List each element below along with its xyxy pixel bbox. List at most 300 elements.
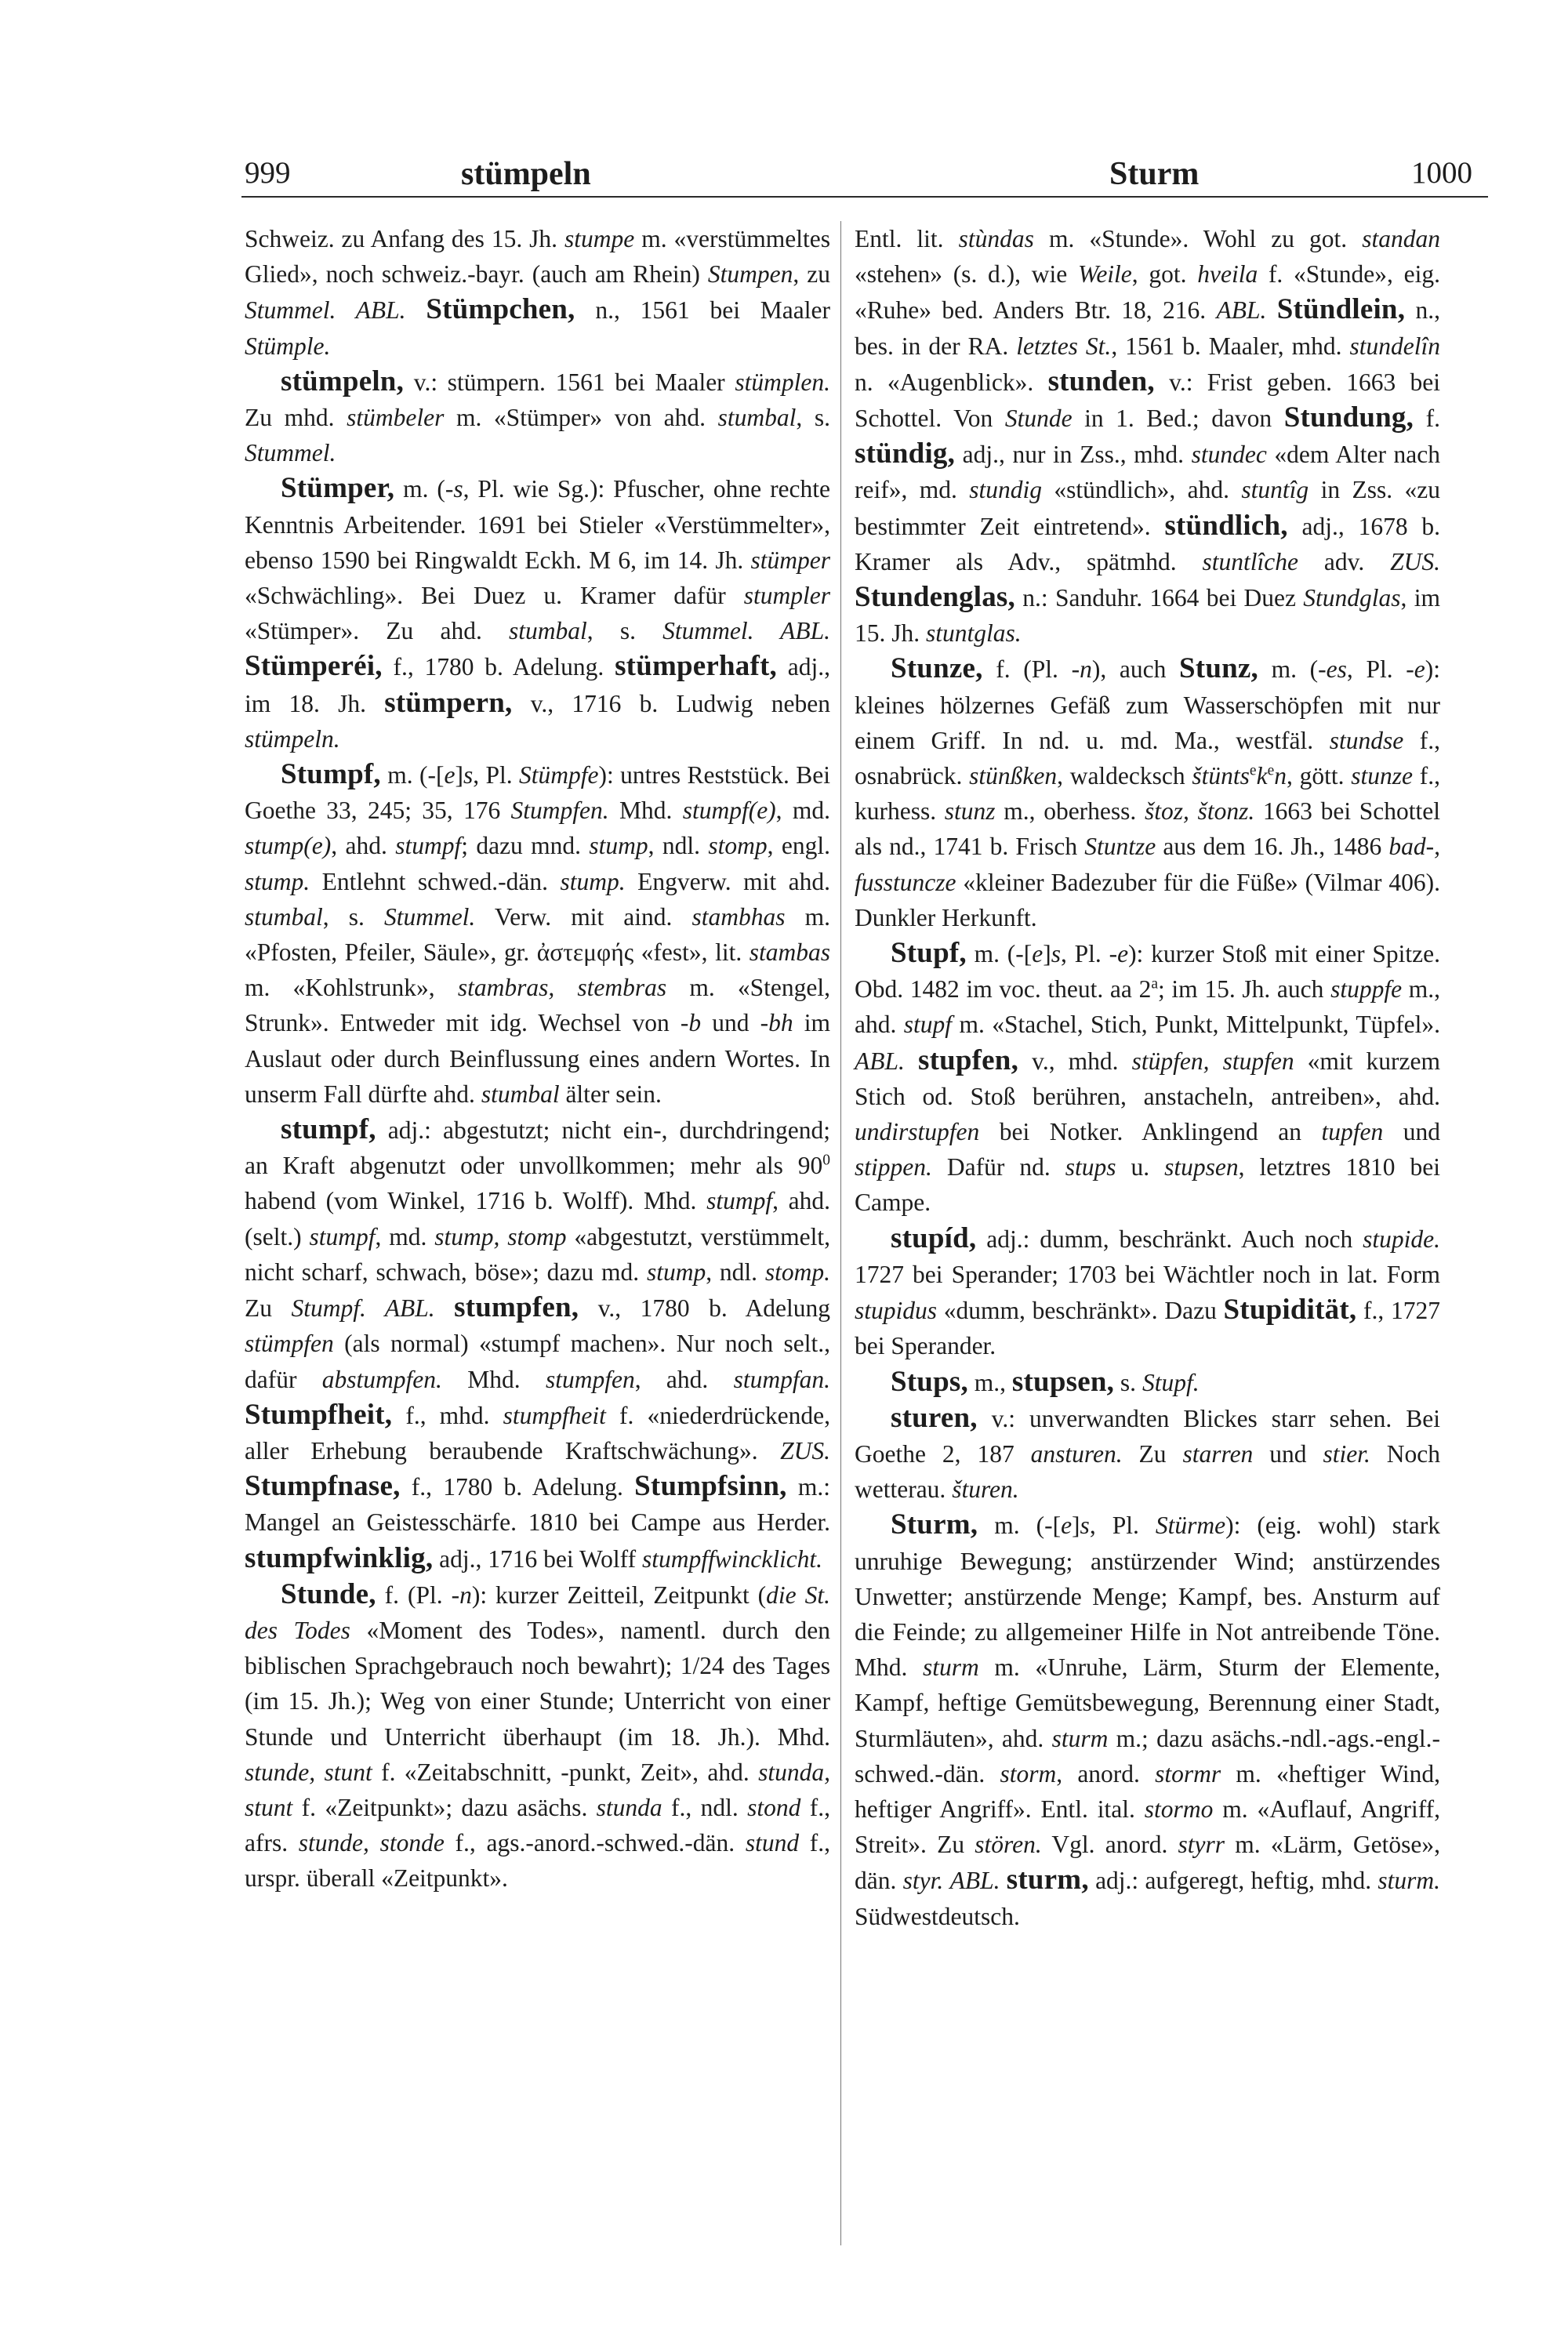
entry-text: adj., im 18. Jh.	[245, 653, 831, 717]
entry-text: , md.	[775, 797, 830, 825]
entry-text: ; im 15. Jh. auch	[1158, 975, 1331, 1004]
italic-form: stupide.	[1363, 1225, 1440, 1253]
entry-stupid	[855, 1221, 1440, 1364]
headword: Stumpfheit,	[245, 1398, 393, 1431]
entry-text: m., ahd.	[855, 975, 1440, 1039]
entry-text: , engl.	[767, 832, 831, 860]
entry-text	[943, 1867, 949, 1894]
entry-text: , Pl. -	[1346, 655, 1414, 684]
column-left	[245, 221, 830, 1896]
italic-form: stumbal	[481, 1080, 560, 1108]
entry-text: u.	[1116, 1153, 1165, 1181]
italic-form: e	[1414, 655, 1425, 684]
entry-text: m.,	[967, 1368, 1012, 1396]
italic-form: stupsen	[1164, 1153, 1239, 1181]
italic-form: s	[1051, 940, 1061, 968]
italic-form: stippen.	[855, 1153, 932, 1181]
italic-form: standan	[1362, 225, 1440, 252]
headword: Sturm,	[891, 1508, 978, 1541]
headword: Stundung,	[1283, 401, 1414, 434]
headword: Stümperéi,	[245, 650, 383, 683]
entry-text: m. (-	[1258, 655, 1327, 684]
italic-form: stunde, stonde	[298, 1829, 445, 1857]
headword: stumpfen,	[454, 1291, 579, 1324]
entry-text: (als normal) «stumpf machen». Nur noch selt., dafür	[245, 1330, 830, 1393]
entry-stumpf-m	[245, 757, 830, 1112]
entry-text: , waldecksch	[1057, 762, 1192, 790]
entry-text: m. «Pfosten, Pfeiler, Säule», gr. ἀστεμφής «fest», lit.	[245, 902, 830, 967]
entry-text: , Pl. -	[1061, 940, 1118, 968]
entry-text: adj.: dumm, beschränkt. Auch noch	[976, 1225, 1363, 1253]
headword: stupíd,	[891, 1221, 977, 1254]
entry-text: ; dazu mnd.	[461, 832, 590, 860]
headword: sturen,	[891, 1401, 978, 1434]
entry-text: Mhd.	[441, 1365, 546, 1393]
entry-text: Zu	[245, 1294, 292, 1323]
entry-text: «abgestutzt, verstümmelt, nicht scharf, schwach, böse»; dazu md.	[245, 1222, 830, 1286]
headword: Stumpfsinn,	[634, 1470, 787, 1503]
italic-form: es	[1326, 655, 1347, 684]
italic-form: n	[1274, 762, 1287, 790]
entry-text: bei Notker. Anklingend an	[979, 1118, 1322, 1146]
italic-form: štünts	[1192, 762, 1250, 790]
entry-text: adj., nur in Zss., mhd.	[955, 441, 1192, 469]
headword: stupsen,	[1011, 1365, 1115, 1398]
italic-form: Stummel.	[245, 439, 336, 467]
entry-text: Südwestdeutsch.	[855, 1902, 1020, 1930]
italic-form: stundig	[969, 476, 1043, 504]
italic-form: stump, stomp	[434, 1222, 567, 1250]
italic-form: Stummel.	[383, 902, 476, 931]
italic-form: stuntîg	[1241, 476, 1309, 504]
entry-text: ): (eig. wohl) stark unruhige Bewegung; anstürzender Wind; anstürzendes Unwetter; anstürzende Menge; Kampf, bes. Ansturm auf die Feinde; zu allgemeiner Hilfe in Not antreibende Töne. Mhd.	[855, 1512, 1440, 1682]
entry-stupf	[855, 935, 1440, 1221]
entry-text: m. (-	[394, 475, 454, 503]
headword: Stumpfnase,	[245, 1470, 401, 1503]
entry-text: Zu	[1122, 1439, 1183, 1468]
entry-text: m. «Unruhe, Lärm, Sturm der Elemente, Kampf, heftige Gemütsbewegung, Berennung einer Stadt, Sturmläuten», ahd.	[855, 1653, 1441, 1752]
italic-form: stumpfen	[545, 1365, 635, 1393]
italic-form: e	[1117, 940, 1129, 968]
entry-text: adj., 1678 b. Kramer als Adv., spätmhd.	[855, 512, 1441, 575]
italic-form: e	[1032, 940, 1044, 968]
italic-form: ansturen.	[1030, 1439, 1123, 1468]
entry-text: f., osnabrück.	[855, 726, 1440, 790]
italic-form: štoz, štonz.	[1144, 797, 1255, 826]
italic-form: stambhas	[691, 902, 786, 931]
entry-text: m. «Stunde». Wohl zu got.	[1033, 225, 1363, 252]
entry-text: älter sein.	[559, 1080, 662, 1108]
entry-text: n., bes. in der RA.	[855, 296, 1441, 360]
entry-text: , Pl.	[473, 761, 520, 789]
italic-form: stüpfen, stupfen	[1131, 1047, 1294, 1075]
entry-text: «Moment des Todes», namentl. durch den biblischen Sprachgebrauch noch bewahrt);	[245, 1616, 830, 1680]
entry-text: und	[1383, 1118, 1440, 1146]
entry-text: m.; dazu asächs.-ndl.-ags.-engl.-schwed.-dän.	[855, 1724, 1440, 1788]
headword: Stümper,	[281, 472, 395, 505]
entry-text: , ahd.	[634, 1365, 734, 1393]
italic-form: Stumpf. ABL.	[291, 1294, 435, 1323]
headword: stümperhaft,	[615, 650, 777, 683]
italic-form: stunze	[1351, 762, 1413, 790]
italic-form: stümbeler	[347, 404, 445, 432]
italic-form: stump	[589, 832, 648, 860]
italic-form: tupfen	[1321, 1118, 1384, 1146]
entry-text: Noch wetterau.	[855, 1439, 1440, 1504]
entry-text: n. «Augenblick».	[855, 368, 1048, 396]
entry-text: v.: unverwandten Blickes starr sehen. Bei Goethe 2, 187	[855, 1404, 1440, 1468]
entry-text: v., mhd.	[1018, 1047, 1132, 1075]
entry-stuempeln	[245, 364, 830, 471]
italic-form: Stuntze	[1084, 833, 1156, 861]
entry-stunde-cont	[855, 221, 1440, 651]
headword: Stunde,	[281, 1577, 376, 1610]
headword: stumpfwinklig,	[245, 1541, 434, 1574]
italic-form: Stümpfe	[519, 761, 599, 789]
entry-text: m. «Stümper» von ahd.	[444, 404, 718, 432]
entry-text: m. (-[	[380, 761, 445, 789]
entry-text: adv.	[1298, 547, 1391, 575]
entry-text: Vgl. anord.	[1041, 1831, 1178, 1859]
entry-sturen	[855, 1400, 1440, 1508]
entry-text: «dumm, beschränkt». Dazu	[937, 1297, 1224, 1325]
italic-form: ABL.	[1216, 296, 1267, 325]
italic-form: stond	[747, 1793, 801, 1821]
entry-text: im Auslaut oder durch Beinflussung eines andern Wortes. In unserm Fall dürfte ahd.	[245, 1009, 830, 1108]
header-rule	[241, 196, 1488, 198]
headword: stündlich,	[1164, 509, 1288, 542]
italic-form: starren	[1182, 1439, 1254, 1468]
italic-form: stupidus	[855, 1297, 938, 1325]
entry-text: Entl. lit.	[855, 225, 959, 252]
superscript: e	[1249, 762, 1257, 779]
entry-text: s.	[1114, 1368, 1142, 1396]
entry-text: , ndl.	[648, 832, 709, 860]
italic-form: stuntlîche	[1202, 547, 1299, 575]
entry-text: «dem Alter nach reif», md.	[855, 441, 1440, 504]
italic-form: stümplen.	[735, 368, 830, 396]
entry-text: f., kurhess.	[855, 762, 1440, 826]
entry-text: m. «Auflauf, Angriff, Streit». Zu	[855, 1795, 1441, 1859]
headword: Stündlein,	[1276, 293, 1406, 326]
italic-form: stören.	[975, 1831, 1042, 1859]
entry-text: n., 1561 bei Maaler	[575, 296, 830, 325]
entry-text: «Schwächling». Bei Duez u. Kramer dafür	[245, 582, 744, 610]
column-divider	[840, 221, 841, 2245]
entry-text: f., afrs.	[245, 1793, 830, 1857]
entry-text: f., mhd.	[392, 1401, 503, 1429]
entry-text: m. «verstümmeltes Glied», noch schweiz.-bayr. (auch am Rhein)	[245, 225, 830, 289]
entry-text: f. «Stunde», eig. «Ruhe» bed. Anders Btr. 18, 216.	[855, 260, 1440, 325]
headword: Stümpchen,	[426, 293, 575, 326]
italic-form: Stummel. ABL.	[662, 617, 830, 645]
headword: Stumpf,	[281, 758, 381, 791]
entry-text: Mhd.	[608, 797, 683, 825]
entry-text: «stündlich», ahd.	[1042, 476, 1242, 504]
headword: stündig,	[855, 437, 956, 470]
entry-text: f. (Pl. -	[982, 655, 1080, 684]
entry-text: ): untres Reststück. Bei Goethe 33, 245; 35, 176	[245, 761, 830, 825]
entry-text: aus dem 16. Jh., 1486	[1156, 833, 1389, 861]
entry-text: f., ags.-anord.-schwed.-dän.	[444, 1829, 746, 1857]
italic-form: stomp.	[764, 1258, 830, 1286]
entry-text: ): kleines hölzernes Gefäß zum Wasserschöpfen mit nur einem Griff. In nd. u. md. Ma., westfäl.	[855, 655, 1441, 754]
italic-form: sturm	[923, 1653, 979, 1682]
italic-form: stups	[1065, 1153, 1116, 1181]
italic-form: stambras, stembras	[457, 974, 667, 1002]
italic-form: Stundglas	[1303, 584, 1401, 612]
entry-text: 1663 bei Schottel als nd., 1741 b. Frisch	[855, 797, 1440, 861]
headword: stümpeln,	[281, 365, 405, 397]
entry-text: m. «Kohlstrunk»,	[245, 974, 458, 1002]
italic-form: stump	[646, 1258, 706, 1286]
entry-text: v., 1716 b. Ludwig neben	[512, 689, 830, 717]
italic-form: stump.	[245, 867, 310, 895]
superscript: e	[1267, 762, 1275, 779]
italic-form: storm	[1000, 1759, 1057, 1788]
entry-text: , anord.	[1056, 1759, 1156, 1788]
italic-form: k	[1256, 762, 1268, 790]
entry-text: , zu	[793, 260, 830, 289]
catchword-left: stümpeln	[461, 156, 591, 192]
italic-form: stuntglas.	[926, 619, 1022, 648]
entry-text: , got.	[1131, 260, 1198, 289]
entry-text: «kleiner Badezuber für die Füße» (Vilmar 406). Dunkler Herkunft.	[855, 868, 1440, 931]
entry-text	[905, 1047, 918, 1075]
entry-text: , Pl.	[1089, 1512, 1156, 1540]
entry-stumpf-adj	[245, 1112, 830, 1577]
entry-text: m. «Lärm, Getöse», dän.	[855, 1831, 1440, 1895]
headword: stümpern,	[384, 686, 513, 719]
italic-form: stumpfan.	[733, 1365, 830, 1393]
italic-form: stunz	[944, 797, 996, 826]
entry-text: ): kurzer Stoß mit einer Spitze. Obd. 1482 im voc. theut. aa 2	[855, 940, 1440, 1004]
italic-form: ZUS.	[780, 1436, 830, 1465]
italic-form: stump(e)	[245, 832, 332, 860]
italic-form: stomp	[708, 832, 768, 860]
entry-text: m. (-[	[978, 1512, 1062, 1540]
italic-form: stundec	[1191, 441, 1267, 469]
italic-form: stunda	[596, 1793, 662, 1821]
entry-text: f. (Pl. -	[376, 1581, 460, 1609]
entry-text: ): kurzer Zeitteil, Zeitpunkt (	[471, 1581, 767, 1609]
italic-form: b	[688, 1009, 702, 1037]
headword: Stupidität,	[1223, 1294, 1357, 1327]
superscript: a	[1151, 975, 1158, 993]
entry-text: , s.	[586, 617, 663, 645]
italic-form: stormr	[1155, 1759, 1221, 1788]
entry-text: m. «Stachel, Stich, Punkt, Mittelpunkt, Tüpfel».	[952, 1011, 1441, 1039]
entry-text: Schweiz. zu Anfang des 15. Jh.	[245, 225, 564, 252]
headword: Stupf,	[891, 937, 967, 970]
entry-text: v., 1780 b. Adelung	[579, 1294, 831, 1323]
italic-form: e	[444, 761, 456, 789]
entry-text: ), auch	[1091, 655, 1180, 684]
entry-text: «stehen» (s. d.), wie	[855, 260, 1078, 289]
italic-form: stumpffwincklicht.	[641, 1544, 823, 1573]
italic-form: Stumpen	[707, 260, 793, 289]
entry-text: , s.	[322, 902, 384, 931]
entry-text: , im 15. Jh.	[855, 584, 1440, 648]
headword: Stunze,	[891, 652, 983, 685]
entry-text: «mit kurzem Stich od. Stoß berühren, anstacheln, antreiben», ahd.	[855, 1047, 1440, 1110]
italic-form: stùndas	[958, 225, 1034, 252]
italic-form: n	[459, 1581, 472, 1609]
entry-text: m. «heftiger Wind, heftiger Angriff». Entl. ital.	[855, 1759, 1440, 1823]
entry-text: Zu mhd.	[245, 404, 347, 432]
entry-text: und -	[701, 1009, 769, 1037]
italic-form: e	[1061, 1512, 1073, 1540]
italic-form: stünßken	[969, 762, 1058, 790]
entry-text: m. «Stengel, Strunk». Entweder mit idg. Wechsel von -	[245, 974, 830, 1037]
italic-form: stump.	[560, 867, 626, 895]
entry-text: f., ndl.	[662, 1793, 748, 1821]
entry-text	[1000, 1867, 1006, 1894]
italic-form: Stunde	[1004, 405, 1073, 433]
entry-text: und	[1253, 1439, 1323, 1468]
italic-form: n	[1080, 655, 1092, 684]
italic-form: Stummel. ABL.	[245, 296, 406, 325]
italic-form: Stürme	[1155, 1512, 1226, 1540]
entry-stunde	[245, 1577, 830, 1896]
italic-form: stümpeln.	[245, 724, 340, 753]
italic-form: šturen.	[952, 1475, 1019, 1504]
page-number-right: 1000	[1411, 156, 1472, 190]
entry-text: , ahd. (selt.)	[245, 1187, 831, 1250]
italic-form: styr.	[902, 1867, 944, 1895]
italic-form: stormo	[1144, 1795, 1214, 1823]
italic-form: stumpe	[564, 225, 635, 252]
italic-form: stund	[745, 1829, 800, 1857]
entry-text: , letztres 1810 bei Campe.	[855, 1153, 1440, 1217]
entry-text: Verw. mit aind.	[475, 902, 692, 931]
italic-form: stundelîn	[1349, 332, 1440, 360]
entry-text: Dafür nd.	[931, 1153, 1065, 1181]
entry-text: «Stümper». Zu ahd.	[245, 617, 510, 645]
italic-form: sturm	[1051, 1724, 1109, 1752]
entry-text: f. «niederdrückende, aller Erhebung beraubende Kraftschwächung».	[245, 1401, 830, 1465]
entry-text: f., 1727 bei Sperander.	[855, 1297, 1440, 1360]
entry-text: n.: Sanduhr. 1664 bei Duez	[1014, 584, 1304, 612]
italic-form: styrr	[1178, 1831, 1225, 1859]
entry-text: , ahd.	[331, 832, 396, 860]
italic-form: stümper	[750, 546, 830, 574]
italic-form: stumpler	[743, 582, 830, 610]
italic-form: undirstupfen	[855, 1118, 980, 1146]
entry-text: f., 1780 b. Adelung.	[400, 1473, 635, 1501]
italic-form: stunda, stunt	[245, 1758, 830, 1821]
italic-form: ABL.	[949, 1867, 1000, 1895]
italic-form: stunde, stunt	[245, 1758, 372, 1786]
fraction: 1/24	[680, 1652, 724, 1680]
italic-form: Stumpfen.	[510, 797, 609, 825]
entry-text: adj., 1716 bei Wolff	[433, 1544, 642, 1573]
italic-form: stumpf	[309, 1222, 376, 1250]
entry-stuempchen-cont	[245, 221, 830, 364]
headword: Stundenglas,	[855, 581, 1015, 614]
entry-text: Engverw. mit ahd.	[625, 867, 831, 895]
entry-text: f., 1780 b. Adelung.	[382, 653, 615, 681]
entry-text: m. (-[	[966, 940, 1033, 968]
italic-form: stuppfe	[1330, 975, 1403, 1004]
entry-text: f. «Zeitabschnitt, -punkt, Zeit», ahd.	[372, 1758, 759, 1786]
entry-text: Entlehnt schwed.-dän.	[310, 867, 561, 895]
italic-form: ZUS.	[1390, 547, 1440, 575]
entry-text: adj.: abgestutzt; nicht ein-, durchdringend; an Kraft abgenutzt oder unvollkommen; mehr als 90	[245, 1116, 830, 1180]
italic-form: bad-, fusstuncze	[855, 833, 1440, 896]
italic-form: stumbal	[245, 902, 323, 931]
italic-form: sturm.	[1377, 1867, 1441, 1895]
entry-text: , md.	[375, 1222, 435, 1250]
italic-form: stumpf	[395, 832, 462, 860]
headword: Stunz,	[1179, 652, 1258, 685]
entry-text: , 1561 b. Maaler, mhd.	[1111, 332, 1350, 360]
entry-text: m.: Mangel an Geistesschärfe. 1810 bei Campe aus Herder.	[245, 1473, 830, 1537]
italic-form: stambas	[749, 938, 830, 967]
headword: stumpf,	[281, 1113, 376, 1146]
italic-form: stumbal	[717, 404, 797, 432]
entry-text: , ndl.	[706, 1258, 765, 1286]
italic-form: stier.	[1323, 1439, 1370, 1468]
italic-form: die St. des Todes	[245, 1581, 830, 1644]
italic-form: stupf	[903, 1011, 953, 1039]
italic-form: Weile	[1077, 260, 1132, 289]
entry-text	[1266, 296, 1276, 324]
italic-form: Stupf.	[1142, 1368, 1200, 1396]
italic-form: s	[1080, 1512, 1090, 1540]
entry-text: in Zss. «zu bestimmter Zeit eintretend».	[855, 476, 1440, 540]
headword: stunden,	[1047, 365, 1155, 397]
page-number-left: 999	[245, 156, 291, 190]
italic-form: s	[463, 761, 474, 789]
italic-form: stumpf(e)	[682, 797, 776, 825]
italic-form: abstumpfen.	[321, 1365, 442, 1393]
entry-text: , Pl. wie Sg.): Pfuscher, ohne rechte Kenntnis Arbeitender. 1691 bei Stieler «Verstümmelter», ebenso 1590 bei Ringwaldt Eckh. M 6, im 14. Jh.	[245, 475, 830, 574]
italic-form: ABL.	[855, 1047, 905, 1075]
entry-text	[435, 1294, 455, 1322]
entry-text: v.: stümpern. 1561 bei Maaler	[404, 368, 735, 396]
entry-text: adj.: aufgeregt, heftig, mhd.	[1088, 1867, 1378, 1895]
entry-text: in 1. Bed.; davon	[1072, 405, 1284, 433]
entry-sturm	[855, 1507, 1440, 1933]
italic-form: letztes St.	[1016, 332, 1112, 360]
italic-form: bh	[768, 1009, 793, 1037]
entry-stunze	[855, 651, 1440, 935]
entry-text: ]	[1043, 940, 1051, 968]
entry-text: f., urspr. überall «Zeitpunkt».	[245, 1829, 831, 1893]
entry-text	[406, 296, 426, 324]
catchword-right: Sturm	[1109, 156, 1200, 192]
italic-form: stumpf	[706, 1187, 773, 1215]
entry-text: ]	[1072, 1512, 1080, 1540]
entry-text: des Tages (im 15. Jh.); Weg von einer Stunde; Unterricht von einer Stunde und Unterricht überhaupt (im 18. Jh.). Mhd.	[245, 1652, 830, 1751]
italic-form: hveila	[1197, 260, 1258, 289]
entry-text: f. «Zeitpunkt»; dazu asächs.	[292, 1793, 597, 1821]
superscript: 0	[822, 1152, 830, 1169]
entry-stuemper	[245, 470, 830, 757]
headword: Stups,	[891, 1365, 968, 1398]
italic-form: stundse	[1329, 726, 1404, 754]
italic-form: stumbal	[509, 617, 587, 645]
entry-text: v.: Frist geben. 1663 bei Schottel. Von	[855, 368, 1441, 433]
entry-stups	[855, 1364, 1440, 1400]
italic-form: s	[453, 475, 463, 503]
entry-text: , s.	[796, 404, 830, 432]
headword: sturm,	[1006, 1864, 1089, 1896]
italic-form: Stümple.	[245, 332, 331, 360]
entry-text: ]	[455, 761, 463, 789]
italic-form: stumpfheit	[503, 1401, 606, 1429]
